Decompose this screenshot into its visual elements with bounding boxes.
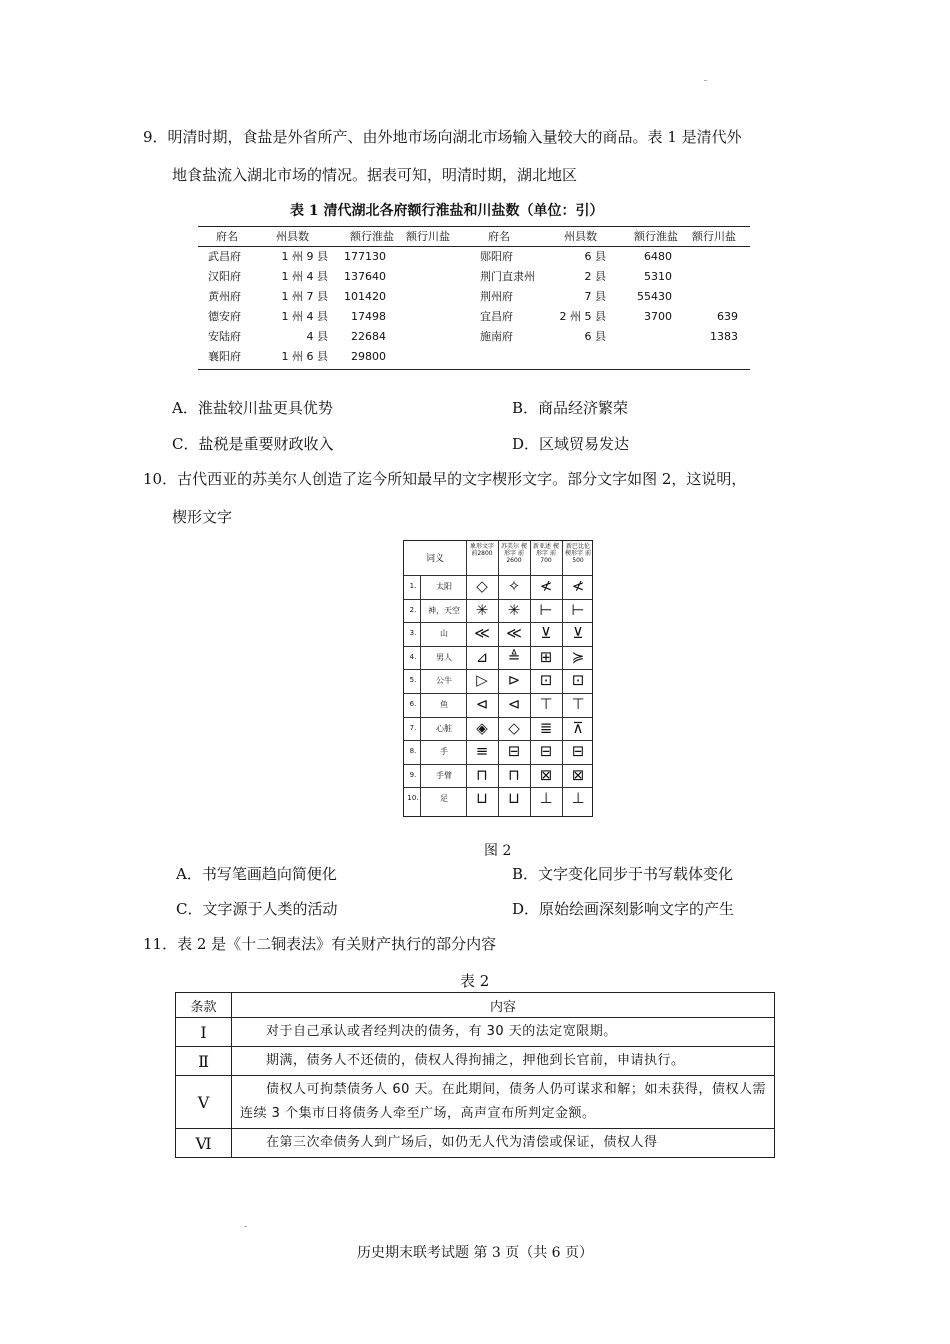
salt-table-cell: 137640 — [344, 270, 386, 283]
salt-table-header-cell: 府名 — [216, 230, 238, 243]
salt-table-cell: 17498 — [351, 310, 386, 323]
salt-table-cell: 荆州府 — [480, 290, 513, 303]
cuneiform-glyph: ⊟ — [571, 742, 585, 761]
q10-option-d[interactable]: D．原始绘画深刻影响文字的产生 — [512, 900, 735, 918]
salt-table-cell: 2 县 — [584, 270, 606, 283]
salt-table-cell: 襄阳府 — [208, 350, 241, 363]
figure-row-number: 4. — [409, 652, 417, 661]
cuneiform-glyph: ⊟ — [507, 742, 521, 761]
salt-table-header-cell: 额行川盐 — [692, 230, 736, 243]
q10-stem-line1: 10．古代西亚的苏美尔人创造了迄今所知最早的文字楔形文字。部分文字如图 2，这说明， — [143, 470, 747, 488]
cuneiform-glyph: ≪ — [506, 624, 522, 643]
cuneiform-glyph: ✳ — [475, 600, 489, 619]
salt-table-cell: 101420 — [344, 290, 386, 303]
salt-table-cell: 1 州 4 县 — [281, 270, 328, 283]
salt-table-cell: 1 州 6 县 — [281, 350, 328, 363]
q11-stem: 11．表 2 是《十二铜表法》有关财产执行的部分内容 — [143, 935, 497, 953]
salt-table-cell: 29800 — [351, 350, 386, 363]
q9-option-a[interactable]: A．淮盐较川盐更具优势 — [172, 399, 333, 417]
cuneiform-glyph: ◈ — [476, 718, 488, 737]
cuneiform-glyph: ≮ — [539, 577, 553, 595]
salt-table-cell: 6480 — [644, 250, 672, 263]
figure-row-meaning: 心脏 — [436, 723, 452, 733]
salt-table-header-cell: 额行淮盐 — [634, 230, 678, 243]
salt-table-header-cell: 额行淮盐 — [350, 230, 394, 243]
salt-table-cell: 639 — [717, 310, 738, 323]
cuneiform-glyph: ⊟ — [539, 742, 553, 761]
figure-row-meaning: 手臂 — [436, 770, 452, 780]
figure-row-number: 7. — [409, 723, 417, 732]
salt-table-cell: 5310 — [644, 270, 672, 283]
table2-header-row — [176, 993, 775, 1018]
cuneiform-glyph: ⊔ — [476, 789, 488, 808]
salt-table-header-cell: 州县数 — [276, 230, 309, 243]
figure-header-cell: 象形文字 前2800 — [469, 543, 494, 557]
q10-option-c[interactable]: C．文字源于人类的活动 — [176, 900, 338, 918]
cuneiform-glyph: ⊠ — [539, 765, 553, 784]
clause-number: Ⅱ — [176, 1047, 232, 1076]
figure-row-number: 8. — [409, 747, 417, 756]
figure-row-meaning: 鱼 — [440, 700, 448, 709]
table-row — [176, 1129, 775, 1158]
table2-title: 表 2 — [460, 972, 490, 990]
q10-option-a[interactable]: A．书写笔画趋向简便化 — [176, 865, 337, 883]
figure2-caption: 图 2 — [484, 843, 512, 859]
cuneiform-glyph: ⊻ — [540, 624, 552, 643]
salt-table-cell: 22684 — [351, 330, 386, 343]
cuneiform-glyph: ◇ — [476, 577, 488, 595]
figure-header-meaning: 词义 — [425, 554, 444, 564]
clause-content: 在第三次牵债务人到广场后，如仍无人代为清偿或保证，债权人得 — [232, 1129, 775, 1158]
salt-table-cell: 6 县 — [584, 330, 606, 343]
clause-number: Ⅴ — [176, 1076, 232, 1129]
cuneiform-glyph: ◇ — [508, 718, 520, 737]
salt-table-cell: 4 县 — [306, 330, 328, 343]
salt-table — [198, 226, 750, 370]
salt-table-cell: 德安府 — [208, 310, 241, 323]
figure-row-number: 9. — [409, 770, 417, 779]
salt-table-cell: 荆门直隶州 — [480, 270, 535, 283]
figure-row-meaning: 公牛 — [436, 676, 452, 686]
salt-table-cell: 郧阳府 — [480, 250, 513, 263]
cuneiform-glyph: ⊿ — [475, 647, 489, 666]
salt-table-cell: 安陆府 — [208, 330, 241, 343]
clause-content: 期满，债务人不还债的，债权人得拘捕之，押他到长官前，申请执行。 — [232, 1047, 775, 1076]
cuneiform-glyph: ▷ — [476, 671, 488, 690]
figure-row-meaning: 神，天空 — [428, 605, 460, 615]
table2-header-clause: 条款 — [176, 993, 232, 1018]
table-row — [176, 1076, 775, 1129]
clause-number: Ⅵ — [176, 1129, 232, 1158]
q9-option-c[interactable]: C．盐税是重要财政收入 — [172, 435, 334, 453]
q9-stem-line2: 地食盐流入湖北市场的情况。据表可知，明清时期，湖北地区 — [172, 166, 578, 184]
cuneiform-glyph: ⊤ — [571, 695, 585, 713]
clause-content: 债权人可拘禁债务人 60 天。在此期间，债务人仍可谋求和解；如未获得，债权人需连续 3 个集市日将债务人牵至广场，高声宣布所判定金额。 — [232, 1076, 775, 1129]
cuneiform-glyph: ≣ — [539, 718, 553, 737]
salt-table-cell: 55430 — [637, 290, 672, 303]
cuneiform-figure — [403, 540, 593, 817]
cuneiform-glyph: ≮ — [571, 577, 585, 595]
salt-table-header-cell: 府名 — [488, 230, 510, 243]
salt-table-header-cell: 额行川盐 — [406, 230, 450, 243]
figure-row-meaning: 足 — [440, 794, 448, 804]
cuneiform-glyph: ⊓ — [508, 765, 520, 784]
table2-header-content: 内容 — [232, 993, 775, 1018]
salt-table-cell: 2 州 5 县 — [559, 310, 606, 323]
twelve-tables-table — [175, 992, 775, 1158]
cuneiform-glyph: ≽ — [571, 647, 585, 666]
cuneiform-glyph: ⊡ — [571, 671, 585, 690]
figure-row-meaning: 手 — [440, 747, 448, 757]
cuneiform-glyph: ⊡ — [539, 671, 553, 690]
salt-table-cell: 1 州 7 县 — [281, 290, 328, 303]
salt-table-cell: 6 县 — [584, 250, 606, 263]
cuneiform-glyph: ⊤ — [539, 695, 553, 713]
cuneiform-glyph: ≪ — [474, 624, 490, 643]
salt-table-cell: 1383 — [710, 330, 738, 343]
q10-option-b[interactable]: B．文字变化同步于书写载体变化 — [512, 865, 734, 883]
cuneiform-glyph: ⊠ — [571, 765, 585, 784]
salt-table-cell: 黄州府 — [208, 290, 241, 303]
figure-header-cell: 新亚述 楔形字 前700 — [533, 543, 559, 564]
figure-row-number: 3. — [409, 629, 417, 638]
figure-row-meaning: 太阳 — [436, 582, 452, 591]
cuneiform-glyph: ⊼ — [572, 718, 584, 737]
table-row — [176, 1047, 775, 1076]
cuneiform-glyph: ⊞ — [539, 647, 553, 666]
cuneiform-glyph: ✳ — [507, 600, 521, 619]
figure-row-number: 6. — [409, 700, 417, 708]
salt-table-cell: 汉阳府 — [208, 270, 241, 283]
cuneiform-glyph: ≡ — [475, 742, 489, 761]
salt-table-cell: 宜昌府 — [480, 310, 513, 323]
salt-table-cell: 3700 — [644, 310, 672, 323]
salt-table-header-cell: 州县数 — [564, 230, 597, 243]
cuneiform-glyph: ⊻ — [572, 624, 584, 643]
table-row — [176, 1018, 775, 1047]
cuneiform-glyph: ⊲ — [507, 695, 521, 713]
salt-table-cell: 1 州 4 县 — [281, 310, 328, 323]
salt-table-cell: 177130 — [344, 250, 386, 263]
figure-row-number: 10. — [407, 794, 419, 803]
figure-header-cell: 苏美尔 楔形字 前2600 — [501, 543, 527, 564]
scan-dot — [244, 1226, 247, 1227]
q9-option-d[interactable]: D．区域贸易发达 — [512, 435, 630, 453]
salt-table-cell: 施南府 — [480, 330, 513, 343]
figure-header-cell: 新巴比伦 楔形字 前500 — [565, 543, 591, 564]
q10-stem-line2: 楔形文字 — [172, 508, 233, 526]
scan-dot — [704, 80, 707, 81]
cuneiform-glyph: ⊲ — [475, 695, 489, 713]
figure-row-number: 5. — [409, 676, 417, 685]
cuneiform-glyph: ⊳ — [507, 671, 521, 690]
clause-number: Ⅰ — [176, 1018, 232, 1047]
figure-row-meaning: 男人 — [436, 652, 452, 662]
cuneiform-glyph: ⊢ — [539, 600, 553, 619]
figure-row-meaning: 山 — [440, 629, 448, 639]
cuneiform-glyph: ≜ — [507, 647, 521, 666]
cuneiform-glyph: ⊥ — [539, 789, 553, 808]
q9-stem-line1: 9．明清时期，食盐是外省所产、由外地市场向湖北市场输入量较大的商品。表 1 是清代外 — [143, 128, 742, 146]
clause-content: 对于自己承认或者经判决的债务，有 30 天的法定宽限期。 — [232, 1018, 775, 1047]
table1-title: 表 1 清代湖北各府额行淮盐和川盐数（单位：引） — [290, 203, 604, 219]
cuneiform-glyph: ⊢ — [571, 600, 585, 619]
cuneiform-glyph: ✧ — [507, 577, 521, 595]
figure-row-number: 1. — [409, 582, 417, 590]
cuneiform-glyph: ⊓ — [476, 765, 488, 784]
page-footer: 历史期末联考试题 第 3 页（共 6 页） — [356, 1245, 594, 1261]
salt-table-cell: 1 州 9 县 — [281, 250, 328, 263]
q9-option-b[interactable]: B．商品经济繁荣 — [512, 399, 629, 417]
cuneiform-glyph: ⊔ — [508, 789, 520, 808]
salt-table-cell: 7 县 — [584, 290, 606, 303]
cuneiform-glyph: ⊥ — [571, 789, 585, 808]
figure-row-number: 2. — [409, 605, 417, 614]
salt-table-cell: 武昌府 — [208, 250, 241, 263]
